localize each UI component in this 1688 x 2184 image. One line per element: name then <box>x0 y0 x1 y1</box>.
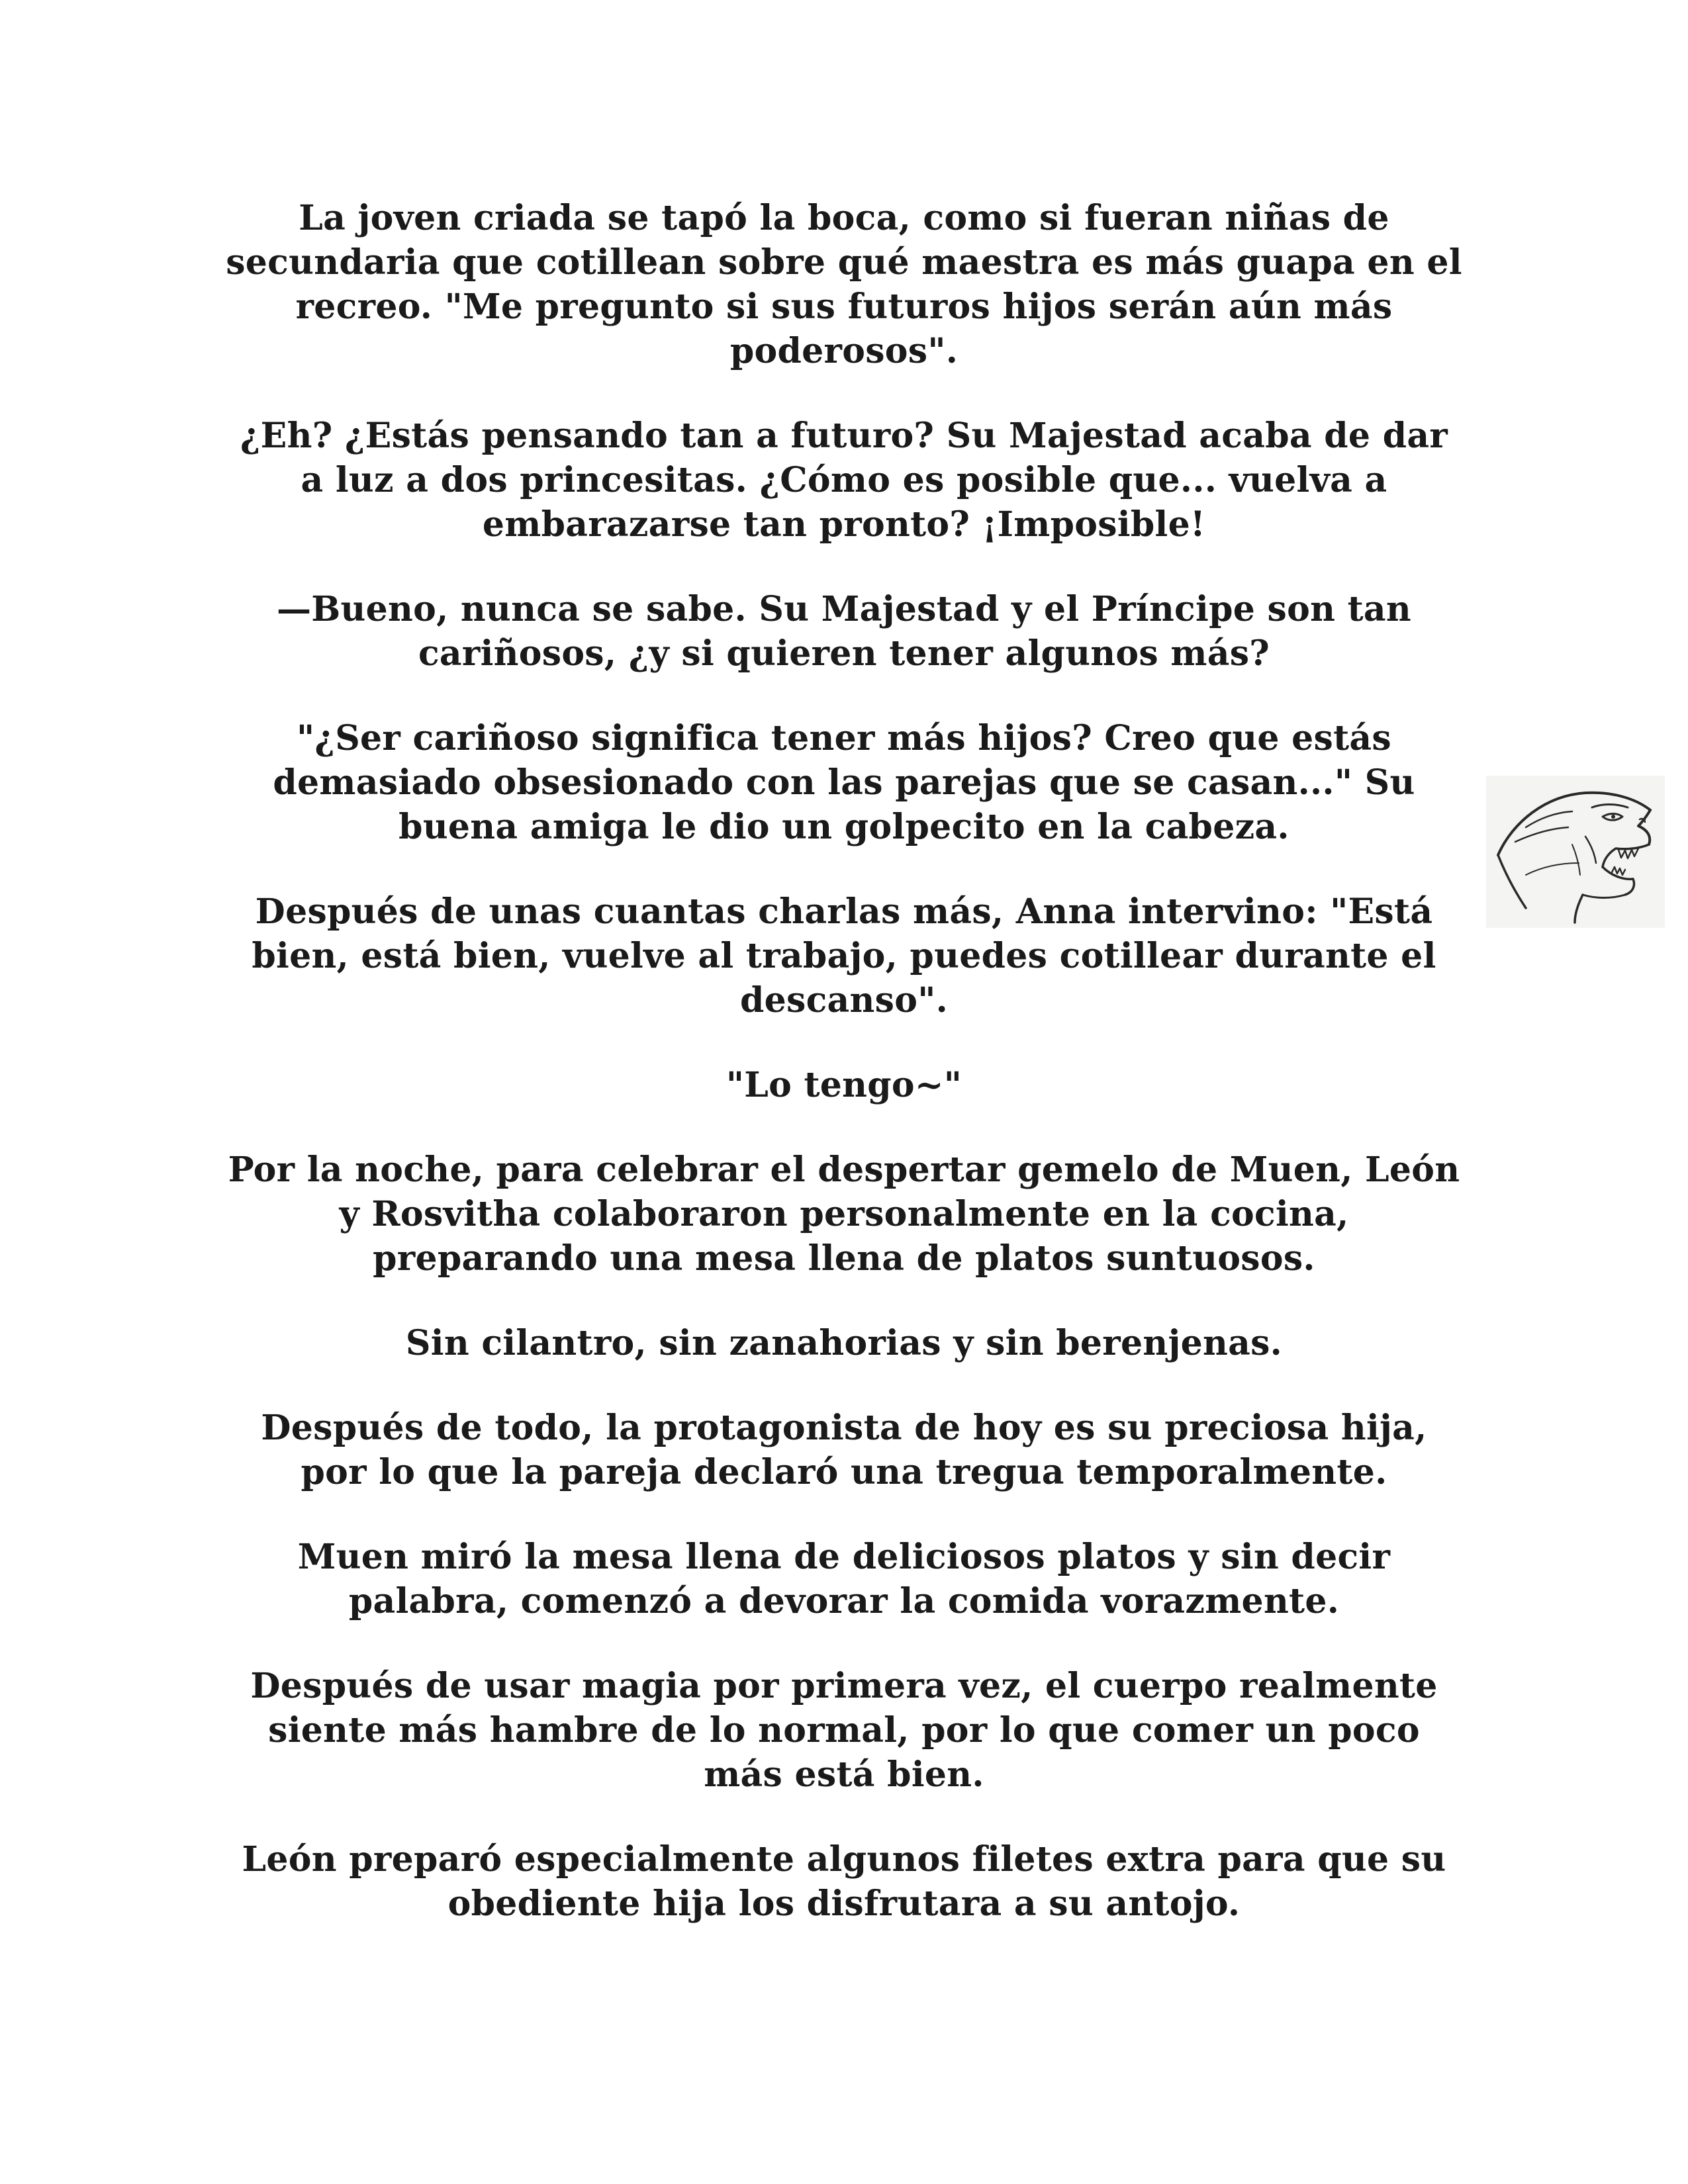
paragraph: Después de usar magia por primera vez, el cuerpo realmente siente más hambre de lo normal, por lo que comer un poco más está bien. <box>250 1666 1438 1795</box>
paragraph: "¿Ser cariñoso significa tener más hijos? Creo que estás demasiado obsesionado con las parejas que se casan..." Su buena amiga le dio un golpecito en la cabeza. <box>273 718 1415 847</box>
paragraph: Sin cilantro, sin zanahorias y sin berenjenas. <box>405 1323 1283 1363</box>
paragraph: León preparó especialmente algunos filetes extra para que su obediente hija los disfrutara a su antojo. <box>242 1839 1446 1924</box>
dragon-head-sketch-icon <box>1486 776 1665 928</box>
paragraph: Muen miró la mesa llena de deliciosos platos y sin decir palabra, comenzó a devorar la comida vorazmente. <box>297 1537 1391 1621</box>
paragraph: —Bueno, nunca se sabe. Su Majestad y el Príncipe son tan cariñosos, ¿y si quieren tener algunos más? <box>276 589 1412 674</box>
paragraph: La joven criada se tapó la boca, como si fueran niñas de secundaria que cotillean sobre qué maestra es más guapa en el recreo. "Me pregunto si sus futuros hijos serán aún más poderosos". <box>226 198 1462 371</box>
paragraph: "Lo tengo~" <box>726 1065 962 1105</box>
paragraph: Después de unas cuantas charlas más, Anna intervino: "Está bien, está bien, vuelve al trabajo, puedes cotillear durante el descanso". <box>252 891 1436 1021</box>
paragraph: ¿Eh? ¿Estás pensando tan a futuro? Su Majestad acaba de dar a luz a dos princesitas. ¿Cómo es posible que... vuelva a embarazarse tan pronto? ¡Imposible! <box>240 416 1448 545</box>
paragraph: Por la noche, para celebrar el despertar gemelo de Muen, León y Rosvitha colaboraron personalmente en la cocina, preparando una mesa llena de platos suntuosos. <box>228 1150 1460 1279</box>
body-text <box>225 196 1463 1966</box>
paragraph: Después de todo, la protagonista de hoy es su preciosa hija, por lo que la pareja declaró una tregua temporalmente. <box>261 1408 1427 1492</box>
